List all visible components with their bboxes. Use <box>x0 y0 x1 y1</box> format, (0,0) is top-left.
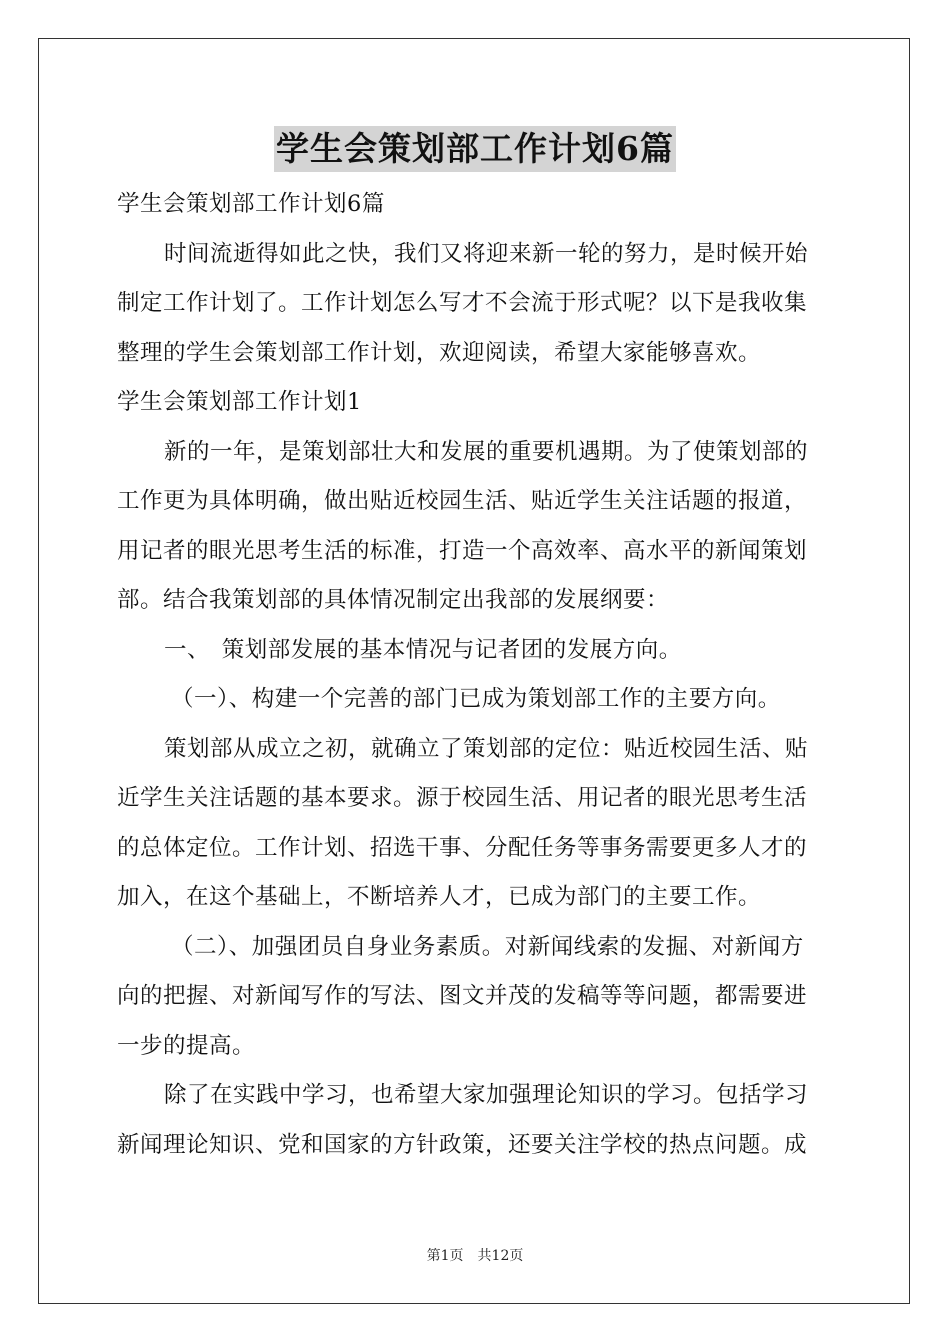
outline-subitem-2: （二）、加强团员自身业务素质。对新闻线索的发掘、对新闻方 <box>171 933 804 960</box>
page-number: 第1页 共12页 <box>426 1248 524 1264</box>
outline-subitem-1: （一）、构建一个完善的部门已成为策划部工作的主要方向。 <box>171 686 781 712</box>
body-line: 新的一年，是策划部壮大和发展的重要机遇期。为了使策划部的 <box>164 438 809 465</box>
subtitle-line: 学生会策划部工作计划6篇 <box>117 191 385 217</box>
body-line: 的总体定位。工作计划、招选干事、分配任务等事务需要更多人才的 <box>117 834 808 861</box>
title-wrap <box>0 126 950 172</box>
body-line: 部。结合我策划部的具体情况制定出我部的发展纲要： <box>117 587 670 613</box>
outline-item-1: 一、 策划部发展的基本情况与记者团的发展方向。 <box>164 636 682 663</box>
body-line: 近学生关注话题的基本要求。源于校园生活、用记者的眼光思考生活 <box>117 785 808 811</box>
body-line: 新闻理论知识、党和国家的方针政策，还要关注学校的热点问题。成 <box>117 1131 808 1158</box>
body-line: 向的把握、对新闻写作的写法、图文并茂的发稿等等问题，都需要进 <box>117 983 808 1009</box>
intro-line-3: 整理的学生会策划部工作计划，欢迎阅读，希望大家能够喜欢。 <box>117 339 762 366</box>
body-line: 用记者的眼光思考生活的标准，打造一个高效率、高水平的新闻策划 <box>117 537 808 564</box>
intro-line-2: 制定工作计划了。工作计划怎么写才不会流于形式呢？以下是我收集 <box>117 290 808 316</box>
body-line: 加入，在这个基础上，不断培养人才，已成为部门的主要工作。 <box>117 884 762 910</box>
section-heading-1: 学生会策划部工作计划1 <box>117 389 362 415</box>
page-footer <box>0 1246 950 1266</box>
document-title: 学生会策划部工作计划6篇 <box>274 126 676 172</box>
body-line: 工作更为具体明确，做出贴近校园生活、贴近学生关注话题的报道， <box>117 488 808 514</box>
intro-line-1: 时间流逝得如此之快，我们又将迎来新一轮的努力，是时候开始 <box>164 240 809 267</box>
body-line: 策划部从成立之初，就确立了策划部的定位：贴近校园生活、贴 <box>164 735 809 762</box>
document-body <box>117 180 837 1170</box>
body-line: 除了在实践中学习，也希望大家加强理论知识的学习。包括学习 <box>164 1082 809 1108</box>
body-line: 一步的提高。 <box>117 1032 256 1059</box>
